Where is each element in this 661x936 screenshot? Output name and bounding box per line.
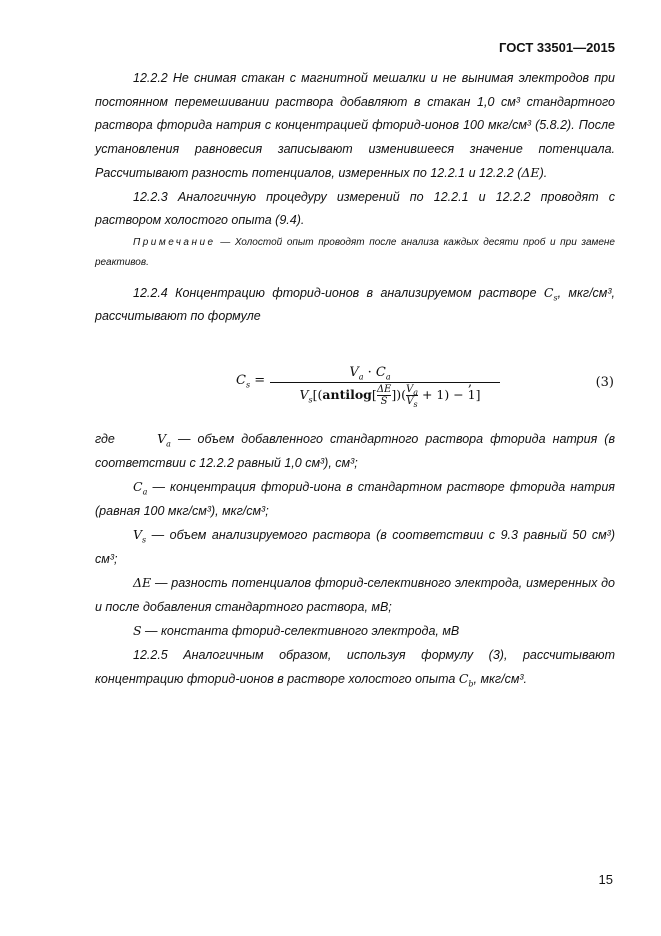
page-number: 15 <box>598 872 613 887</box>
paragraph-12-2-5: 12.2.5 Аналогичным образом, используя формулу (3), рассчитывают концентрацию фторид-ионов в растворе холостого опыта $C_b$, мкг/см³. <box>95 647 615 689</box>
formula-numerator: $V_a \cdot C_a$ <box>349 365 391 382</box>
paragraph-12-2-3: 12.2.3 Аналогичную процедуру измерений по 12.2.1 и 12.2.2 проводят с раствором холостого опыта (9.4). <box>95 189 615 227</box>
definition-va: где $V_a$ — объем добавленного стандартного раствора фторида натрия (в соответствии с 12.2.2 равный 1,0 см³), см³; <box>95 431 615 470</box>
definitions <box>95 427 615 692</box>
definition-vs: $V_s$ — объем анализируемого раствора (в соответствии с 9.3 равный 50 см³) см³; <box>95 527 615 566</box>
delta-e-symbol: ΔE <box>521 165 540 180</box>
definition-delta-e: ΔE — разность потенциалов фторид-селективного электрода, измеренных до и после добавления стандартного раствора, мВ; <box>95 575 615 614</box>
definition-s: S — константа фторид-селективного электрода, мВ <box>133 623 460 638</box>
formula-3 <box>236 365 616 413</box>
document-id-header: ГОСТ 33501—2015 <box>499 40 615 55</box>
formula-number: (3) <box>595 375 614 390</box>
formula-comma: , <box>468 375 473 390</box>
section-12-2-2-3 <box>95 67 615 329</box>
definition-ca: $C_a$ — концентрация фторид-иона в стандартном растворе фторида натрия (равная 100 мкг/см³), мкг/см³; <box>95 479 615 518</box>
note-text: — Холостой опыт проводят после анализа каждых десяти проб и при замене реактивов. <box>95 236 615 268</box>
paragraph-12-2-4: 12.2.4 Концентрацию фторид-ионов в анализируемом растворе $C_s$, мкг/см³, рассчитывают по формуле <box>95 284 615 323</box>
fraction-bar <box>270 382 500 383</box>
note <box>95 233 615 273</box>
va-over-vs: $\frac{V_a}{V_s}$ <box>405 384 418 409</box>
formula-lhs: $C_s$ = <box>236 373 266 390</box>
formula-denominator: $V_s[(antilog$[ $\frac{\Delta E}{S}$ ])( $\frac{V_a}{V_s}$ + 1) − 1] <box>299 384 481 409</box>
paragraph-12-2-2: 12.2.2 Не снимая стакан с магнитной мешалки и не вынимая электродов при постоянном перемешивании раствора добавляют в стакан 1,0 см³ стандартного раствора фторида натрия с концентрацией фторид-ионов 100 мкг/см³ (5.8.2). После установления равновесия записывают изменившееся значение потенциала. Рассчитывают разность потенциалов, измеренных по 12.2.1 и 12.2.2 (ΔE). <box>95 71 615 180</box>
note-label: Примечание <box>133 236 216 248</box>
de-over-s: $\frac{\Delta E}{S}$ <box>376 384 392 407</box>
